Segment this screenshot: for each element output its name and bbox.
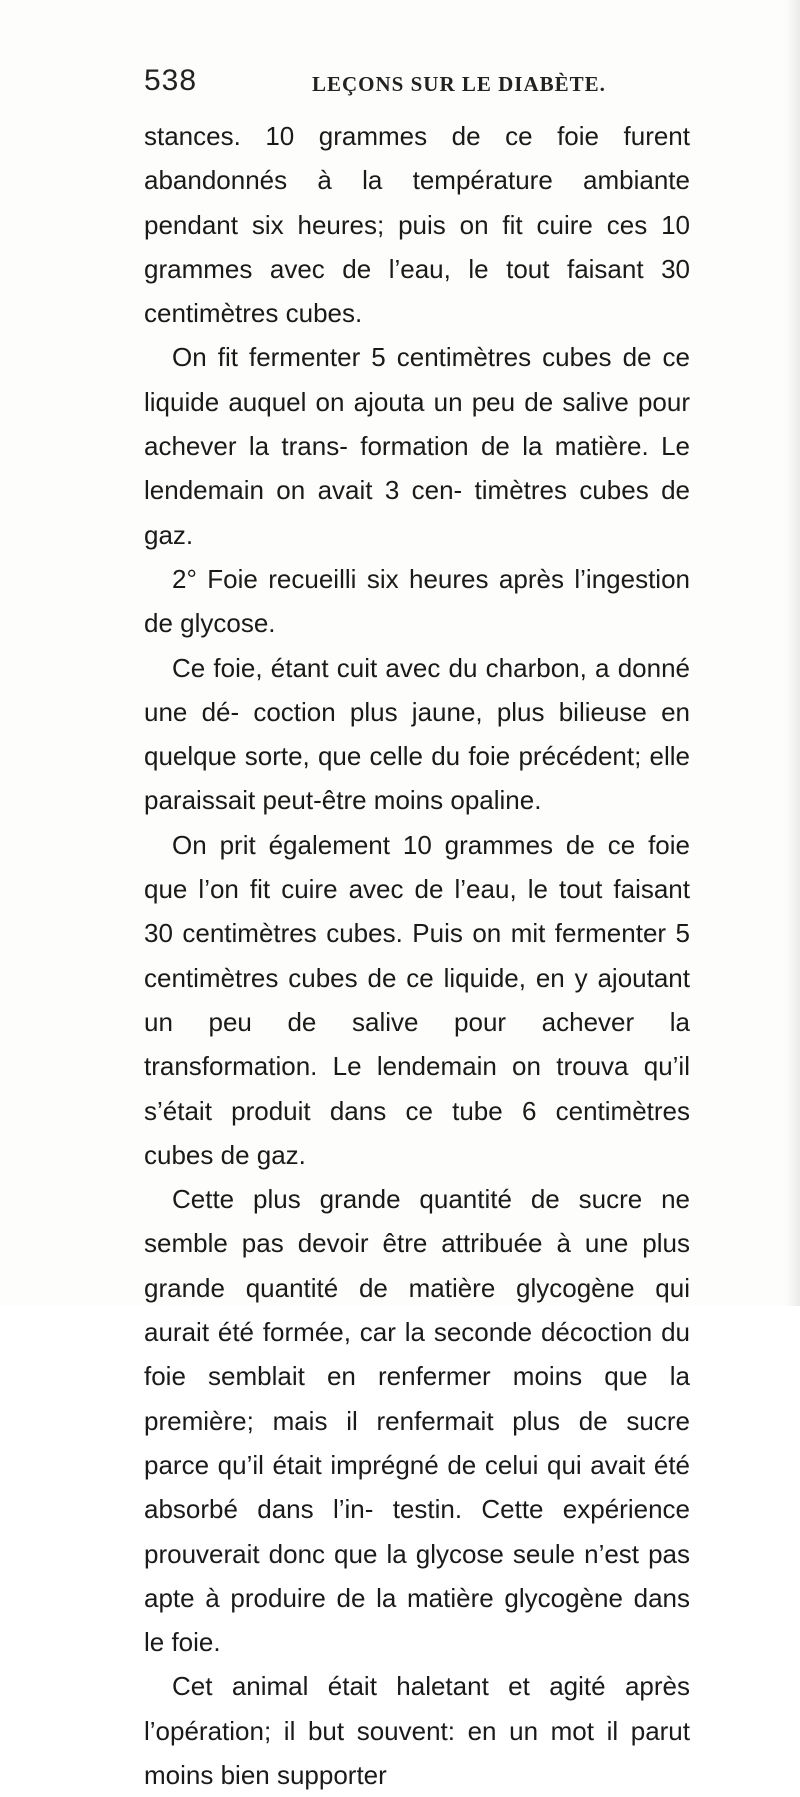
paragraph: Ce foie, étant cuit avec du charbon, a donné une dé- coction plus jaune, plus bilieuse en quelque sorte, que celle du foie précédent; elle paraissait peut-être moins opaline. [144,652,690,816]
page-number: 538 [144,64,198,97]
paragraph: Cette plus grande quantité de sucre ne semble pas devoir être attribuée à une plus grande quantité de matière glycogène qui aurait été formée, car la seconde décoction du foie semblait en renfermer moins que la première; mais il renfermait plus de sucre parce qu’il était imprégné de celui qui avait été absorbé dans l’in- testin. Cette expérience prouverait donc que la glycose seule n’est pas apte à produire de la matière glycogène dans le foie. [144,1184,690,1658]
paragraph: On prit également 10 grammes de ce foie que l’on fit cuire avec de l’eau, le tout faisant 30 centimètres cubes. Puis on mit fermenter 5 centimètres cubes de ce liquide, en y ajoutant un peu de salive pour achever la transformation. Le lendemain on trouva qu’il s’était produit dans ce tube 6 centimètres cubes de gaz. [144,829,690,1170]
page-edge-shadow [786,0,800,1306]
body-text [144,114,690,1797]
paragraph: Cet animal était haletant et agité après l’opération; il but souvent: en un mot il parut moins bien supporter [144,1671,690,1790]
paragraph: On fit fermenter 5 centimètres cubes de ce liquide auquel on ajouta un peu de salive pour achever la trans- formation de la matière. Le lendemain on avait 3 cen- timètres cubes de gaz. [144,342,690,550]
running-head: LEÇONS SUR LE DIABÈTE. [312,72,606,96]
paragraph-section-heading: 2° Foie recueilli six heures après l’ingestion de glycose. [144,563,690,639]
page-header [144,64,704,104]
paragraph-continuation: stances. 10 grammes de ce foie furent abandonnés à la température ambiante pendant six heures; puis on fit cuire ces 10 grammes avec de l’eau, le tout faisant 30 centimètres cubes. [144,121,690,329]
